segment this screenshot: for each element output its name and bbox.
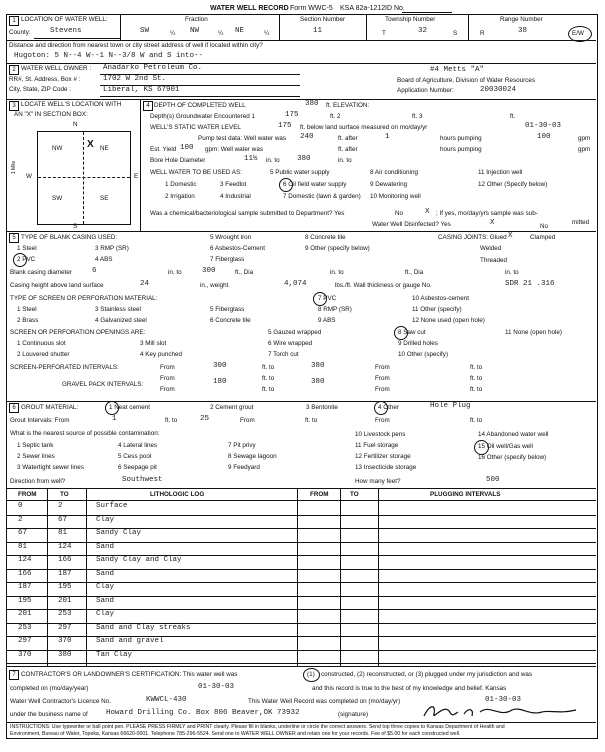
static-value[interactable]: 175 xyxy=(278,122,292,130)
contam-15[interactable]: 15 Oil well/Gas well xyxy=(478,443,533,450)
grid-ne: NE xyxy=(100,145,109,152)
opening-7[interactable]: 7 Torch cut xyxy=(268,351,299,358)
log-row-from[interactable]: 253 xyxy=(18,623,32,632)
grout-4[interactable]: 4 Other xyxy=(378,404,399,411)
disinfected-x[interactable]: X xyxy=(490,219,495,227)
log-head-from-2: FROM xyxy=(310,491,329,498)
log-row-divider xyxy=(6,542,596,543)
log-row-to[interactable]: 67 xyxy=(58,515,68,524)
log-head-to-2: TO xyxy=(350,491,359,498)
screen-1[interactable]: 1 Steel xyxy=(17,306,37,313)
diameter-in-to-3: in. to xyxy=(505,269,519,276)
form-title: WATER WELL RECORD xyxy=(210,5,289,12)
grid-w: W xyxy=(26,173,32,180)
contam-4[interactable]: 4 Lateral lines xyxy=(118,442,158,449)
gpm-unit-2: gpm xyxy=(578,146,591,153)
contam-9[interactable]: 9 Feedyard xyxy=(228,464,260,471)
perf-to-label-2: ft. to xyxy=(470,364,483,371)
gravel-to-label-2: ft. to xyxy=(470,386,483,393)
opening-11[interactable]: 11 None (open hole) xyxy=(505,329,562,336)
log-row-to[interactable]: 166 xyxy=(58,556,72,564)
casing-3[interactable]: 3 RMP (SR) xyxy=(95,245,129,252)
casing-joints-x[interactable]: X xyxy=(508,232,513,240)
bore-to[interactable]: 380 xyxy=(297,155,311,163)
opening-6[interactable]: 6 Wire wrapped xyxy=(268,340,313,347)
weight-label: in., weight xyxy=(200,282,229,289)
log-row-from[interactable]: 67 xyxy=(18,529,28,537)
casing-threaded: Threaded xyxy=(480,257,507,264)
one-mile: 1 Mile xyxy=(11,160,18,175)
opening-1[interactable]: 1 Continuous slot xyxy=(17,340,66,347)
township-s: S xyxy=(453,30,458,37)
fraction-1[interactable]: SW xyxy=(140,27,150,35)
casing-clamped: Clamped xyxy=(530,234,556,241)
feet-value[interactable]: 500 xyxy=(486,476,500,484)
perf-to-label: ft. to xyxy=(262,364,275,371)
grout-intervals-label: Grout Intervals: From xyxy=(10,417,70,424)
screen-7-circle xyxy=(313,292,327,306)
range-r: R xyxy=(480,30,485,37)
opening-8[interactable]: 8 Saw cut xyxy=(398,329,426,336)
well-x-mark: X xyxy=(87,139,94,150)
completed-date[interactable]: 01-30-03 xyxy=(198,683,235,691)
opening-2[interactable]: 2 Louvered shutter xyxy=(17,351,70,358)
log-row-divider xyxy=(6,623,596,624)
pump-gpm[interactable]: 100 xyxy=(537,133,551,141)
screen-2[interactable]: 2 Brass xyxy=(17,317,39,324)
log-row-divider xyxy=(6,650,596,651)
section-1-number: 1 xyxy=(9,16,19,26)
grout-to-label: ft. to xyxy=(165,417,178,424)
fraction-2[interactable]: NW xyxy=(190,27,200,35)
township-label: Township Number xyxy=(385,16,436,23)
bore-label: Bore Hole Diameter xyxy=(150,157,206,164)
direction-from-well[interactable]: Southwest xyxy=(122,476,163,484)
hours-pumping-1: hours pumping xyxy=(440,135,482,142)
log-row-divider xyxy=(6,555,596,556)
cert-text-1b: constructed, (2) reconstructed, or (3) plugged under my jurisdiction and was xyxy=(321,671,533,678)
grout-label: GROUT MATERIAL: xyxy=(21,404,79,411)
log-row-to[interactable]: 187 xyxy=(58,569,72,578)
log-row-description[interactable]: Surface xyxy=(96,502,128,510)
bore-value[interactable]: 11½ xyxy=(244,155,258,163)
log-row-from[interactable]: 195 xyxy=(18,596,32,605)
opening-3[interactable]: 3 Mill slot xyxy=(140,340,167,347)
section-3-number: 3 xyxy=(9,101,19,111)
bact-no: No xyxy=(395,210,404,217)
log-row-description[interactable]: Sand and Clay streaks xyxy=(96,623,191,632)
signature-label: (signature) xyxy=(338,711,369,718)
screen-12[interactable]: 12 None used (open hole) xyxy=(412,317,485,324)
perf-from[interactable]: 300 xyxy=(213,362,227,370)
section-2-number: 2 xyxy=(9,65,19,75)
log-row-divider xyxy=(6,663,596,664)
log-row-to[interactable]: 124 xyxy=(58,542,72,551)
pump-label: Pump test data: Well water was xyxy=(198,135,287,142)
bact-rest: ; If yes, mo/day/yrs sample was sub- xyxy=(436,210,538,217)
diameter-ftdia: ft., Dia xyxy=(235,269,254,276)
casing-welded: Welded xyxy=(480,245,502,252)
log-row-to[interactable]: 297 xyxy=(58,623,72,632)
perf-intervals-label: SCREEN-PERFORATED INTERVALS: xyxy=(10,364,119,371)
perf-to-label-4: ft. to xyxy=(470,375,483,382)
grid-n: N xyxy=(73,121,78,128)
log-head-plugging: PLUGGING INTERVALS xyxy=(430,491,501,498)
contam-1[interactable]: 1 Septic tank xyxy=(17,442,54,449)
bore-in-to: in. to xyxy=(266,157,280,164)
use-8[interactable]: 8 Air conditioning xyxy=(370,169,418,176)
direction-label: Distance and direction from nearest town or city street address of well if located within city? xyxy=(9,42,263,49)
log-head-to: TO xyxy=(60,491,69,498)
height-value[interactable]: 24 xyxy=(140,280,150,288)
use-10[interactable]: 10 Monitoring well xyxy=(370,193,421,200)
disinfected-no: No xyxy=(540,223,549,230)
height-label: Casing height above land surface xyxy=(10,282,104,289)
log-row-from[interactable]: 2 xyxy=(18,515,23,524)
diameter-to[interactable]: 300 xyxy=(202,267,216,275)
screen-4[interactable]: 4 Galvanized steel xyxy=(95,317,147,324)
contam-12[interactable]: 12 Fertilizer storage xyxy=(355,453,411,460)
perf-from-label-4: From xyxy=(375,375,390,382)
use-label: WELL WATER TO BE USED AS: xyxy=(150,169,242,176)
diameter-value[interactable]: 6 xyxy=(92,267,97,275)
casing-7[interactable]: 7 Fiberglass xyxy=(210,256,245,263)
contam-10[interactable]: 10 Livestock pens xyxy=(355,431,406,438)
diameter-in-to: in. to xyxy=(168,269,182,276)
section-number-label: Section Number xyxy=(300,16,346,23)
log-row-divider xyxy=(6,596,596,597)
section-6-number: 6 xyxy=(9,403,19,413)
log-row-to[interactable]: 2 xyxy=(58,502,63,510)
log-row-divider xyxy=(6,515,596,516)
screen-8[interactable]: 8 RMP (SR) xyxy=(318,306,352,313)
log-row-from[interactable]: 124 xyxy=(18,556,32,564)
contam-15-circle xyxy=(474,440,489,455)
use-9[interactable]: 9 Dewatering xyxy=(370,181,408,188)
screen-6[interactable]: 6 Concrete tile xyxy=(210,317,251,324)
quarter-3: ¼ xyxy=(264,30,270,37)
log-row-description[interactable]: Sand xyxy=(96,596,115,605)
bore-and: in. to xyxy=(338,157,352,164)
grout-1[interactable]: 1 Neat cement xyxy=(109,404,150,411)
bact-mitted: mitted xyxy=(572,219,590,226)
range-value[interactable]: 38 xyxy=(518,27,528,35)
contam-13[interactable]: 13 Insecticide storage xyxy=(355,464,417,471)
opening-9[interactable]: 9 Drilled holes xyxy=(398,340,438,347)
gravel-from-label-2: From xyxy=(375,386,390,393)
gw-ft2: ft. 2 xyxy=(330,113,341,120)
log-row-divider xyxy=(6,609,596,610)
quarter-1: ¼ xyxy=(170,30,176,37)
log-row-from[interactable]: 166 xyxy=(18,569,32,578)
opening-5[interactable]: 5 Gauzed wrapped xyxy=(268,329,322,336)
log-head-from: FROM xyxy=(18,491,37,498)
hours-pumping-2: hours pumping xyxy=(440,146,482,153)
log-row-description[interactable]: Clay xyxy=(96,583,115,591)
use-12[interactable]: 12 Other (Specify below) xyxy=(478,181,548,188)
log-row-description[interactable]: Sandy Clay xyxy=(96,529,142,537)
gw-ft: ft. xyxy=(510,113,516,120)
depth-label: DEPTH OF COMPLETED WELL xyxy=(154,102,246,109)
fraction-3[interactable]: NE xyxy=(235,27,245,35)
yield-label: Est. Yield xyxy=(150,146,177,153)
range-label: Range Number xyxy=(500,16,543,23)
elevation-label: ft. ELEVATION: xyxy=(326,102,370,109)
casing-6[interactable]: 6 Asbestos-Cement xyxy=(210,245,265,252)
grout-from-label-3: From xyxy=(375,417,390,424)
screen-3[interactable]: 3 Stainless steel xyxy=(95,306,141,313)
section-number-value[interactable]: 11 xyxy=(313,27,323,35)
app-number[interactable]: 20030024 xyxy=(480,86,517,94)
use-2[interactable]: 2 Irrigation xyxy=(165,193,195,200)
log-row-from[interactable]: 187 xyxy=(18,583,32,591)
casing-2-circle xyxy=(13,253,27,267)
log-row-description[interactable]: Tan Clay xyxy=(96,650,133,659)
groundwater-label: Depth(s) Groundwater Encountered 1 xyxy=(150,113,256,120)
wall-label: lbs./ft. Wall thickness or gauge No. xyxy=(335,282,432,289)
log-row-description[interactable]: Clay xyxy=(96,610,115,618)
log-head-lith: LITHOLOGIC LOG xyxy=(150,491,205,498)
openings-label: SCREEN OR PERFORATION OPENINGS ARE: xyxy=(10,329,146,336)
direction-from-well-label: Direction from well? xyxy=(10,478,66,485)
log-row-to[interactable]: 195 xyxy=(58,583,72,591)
contam-5[interactable]: 5 Cess pool xyxy=(118,453,152,460)
record-date[interactable]: 01-30-03 xyxy=(485,696,522,704)
yield-value[interactable]: 100 xyxy=(180,144,194,152)
casing-2[interactable]: 2 PVC xyxy=(17,256,36,263)
log-row-divider xyxy=(6,528,596,529)
section-grid[interactable] xyxy=(37,131,131,225)
casing-9[interactable]: 9 Other (specify below) xyxy=(305,245,370,252)
use-3[interactable]: 3 Feedlot xyxy=(220,181,247,188)
casing-8[interactable]: 8 Concrete tile xyxy=(305,234,346,241)
pump-after: ft. after xyxy=(338,135,358,142)
grid-sw: SW xyxy=(52,195,63,202)
static-date[interactable]: 01-30-03 xyxy=(525,122,562,130)
range-ew: E/W xyxy=(572,30,584,37)
screen-9[interactable]: 9 ABS xyxy=(318,317,336,324)
grout-2[interactable]: 2 Cement grout xyxy=(210,404,254,411)
perf-to-label-3: ft. to xyxy=(262,375,275,382)
casing-joints-label: CASING JOINTS: Glued xyxy=(438,234,507,241)
log-row-from[interactable]: 0 xyxy=(18,502,23,510)
direction-value[interactable]: Hugoton: 5 N--4 W--1 N--3/8 W and S into-- xyxy=(14,52,204,60)
quarter-2: ¼ xyxy=(218,30,224,37)
log-row-description[interactable]: Sand and gravel xyxy=(96,637,164,645)
grout-from-label-2: From xyxy=(240,417,255,424)
form-number: Form WWC-5 xyxy=(290,5,333,12)
bact-x[interactable]: X xyxy=(425,208,430,216)
groundwater-1[interactable]: 175 xyxy=(285,111,299,119)
owner-name[interactable]: Anadarko Petroleum Co. xyxy=(103,64,203,72)
opening-8-circle xyxy=(394,326,408,340)
contam-6[interactable]: 6 Seepage pit xyxy=(118,464,157,471)
casing-1[interactable]: 1 Steel xyxy=(17,245,37,252)
sdr-value[interactable]: SDR 21 .316 xyxy=(505,280,555,288)
contam-3[interactable]: 3 Watertight sewer lines xyxy=(17,464,84,471)
grout-to[interactable]: 25 xyxy=(200,415,210,423)
use-5[interactable]: 5 Public water supply xyxy=(270,169,330,176)
use-6-circle xyxy=(279,178,293,192)
footer-line-2: Environment, Bureau of Water, Topeka, Kansas 66620-0001. Telephone 785-296-5524. Send one to WATER WELL OWNER and retain one for your records. Fee of $5.00 for each constructed well. xyxy=(10,731,461,737)
contam-14[interactable]: 14 Abandoned water well xyxy=(478,431,549,438)
weight-value[interactable]: 4,074 xyxy=(284,280,307,288)
grout-to-label-3: ft. to xyxy=(470,417,483,424)
yield-after: ft. after xyxy=(338,146,358,153)
perf-from-label-3: From xyxy=(160,375,175,382)
bact-question: Was a chemical/bacteriological sample submitted to Department? Yes xyxy=(150,210,345,217)
county-value[interactable]: Stevens xyxy=(50,27,82,35)
use-4[interactable]: 4 Industrial xyxy=(220,193,251,200)
log-row-from[interactable]: 370 xyxy=(18,650,32,659)
gravel-label: GRAVEL PACK INTERVALS: xyxy=(62,381,144,388)
use-11[interactable]: 11 Injection well xyxy=(478,169,523,176)
contam-8[interactable]: 8 Sewage lagoon xyxy=(228,453,277,460)
log-row-description[interactable]: Sandy Clay and Clay xyxy=(96,556,182,564)
city-label: City, State, ZIP Code : xyxy=(9,86,72,93)
diameter-in-to-2: in. to xyxy=(330,269,344,276)
contam-11[interactable]: 11 Fuel storage xyxy=(355,442,399,449)
owner-address[interactable]: 1702 W 2nd St. xyxy=(103,75,167,83)
pump-ft[interactable]: 240 xyxy=(300,133,314,141)
cert-text-2: and this record is true to the best of my knowledge and belief. Kansas xyxy=(312,685,507,692)
casing-4[interactable]: 4 ABS xyxy=(95,256,113,263)
cert-option-1: (1) xyxy=(307,671,315,678)
owner-label: WATER WELL OWNER : xyxy=(21,65,92,72)
license-no[interactable]: KWWCL-430 xyxy=(146,696,187,704)
log-row-from[interactable]: 81 xyxy=(18,542,28,551)
screen-10[interactable]: 10 Asbestos-cement xyxy=(412,295,470,302)
township-t: T xyxy=(382,30,386,37)
perf-from-label: From xyxy=(160,364,175,371)
log-row-to[interactable]: 370 xyxy=(58,637,72,645)
use-1[interactable]: 1 Domestic xyxy=(165,181,197,188)
grid-e: E xyxy=(134,173,139,180)
section-4-number: 4 xyxy=(143,101,153,111)
pump-hours[interactable]: 1 xyxy=(385,133,390,141)
log-row-from[interactable]: 201 xyxy=(18,610,32,618)
business-name[interactable]: Howard Drilling Co. Box 806 Beaver,OK 73932 xyxy=(106,709,300,717)
grout-from[interactable]: 1 xyxy=(112,415,117,423)
contam-2[interactable]: 2 Sewer lines xyxy=(17,453,55,460)
ksa-ref: KSA 82a-1212 xyxy=(340,5,386,12)
gravel-to-label: ft. to xyxy=(262,386,275,393)
cert-text-3: This Water Well Record was completed on (mo/day/yr) xyxy=(248,698,401,705)
yield-gpm: gpm: Well water was xyxy=(205,146,263,153)
address-label: RR#, St. Address, Box # : xyxy=(9,76,81,83)
county-label: County: xyxy=(9,29,31,36)
owner-city[interactable]: Liberal, KS 67901 xyxy=(103,86,180,94)
perf-to[interactable]: 380 xyxy=(311,362,325,370)
opening-10[interactable]: 10 Other (specify) xyxy=(398,351,449,358)
gravel-to[interactable]: 380 xyxy=(311,378,325,386)
section-7-number: 7 xyxy=(9,670,19,680)
log-row-divider xyxy=(6,636,596,637)
form-frame xyxy=(6,14,598,739)
opening-4[interactable]: 4 Key punched xyxy=(140,351,183,358)
log-row-description[interactable]: Sand xyxy=(96,569,115,578)
grout-other[interactable]: Hole Plug xyxy=(430,402,471,410)
screen-7[interactable]: 7 PVC xyxy=(318,295,337,302)
gravel-from[interactable]: 180 xyxy=(213,378,227,386)
grid-s: S xyxy=(73,223,78,230)
depth-value[interactable]: 380 xyxy=(305,100,319,108)
log-row-to[interactable]: 201 xyxy=(58,596,72,605)
screen-label: TYPE OF SCREEN OR PERFORATION MATERIAL: xyxy=(10,295,158,302)
cert-text-1: CONTRACTOR'S OR LANDOWNER'S CERTIFICATION: This water well was xyxy=(21,671,238,678)
use-7[interactable]: 7 Domestic (lawn & garden) xyxy=(283,193,361,200)
grid-se: SE xyxy=(100,195,109,202)
footer-line-1: INSTRUCTIONS: Use typewriter or ball point pen. PLEASE PRESS FIRMLY and PRINT clearly. Please fill in blanks, underline or circle the correct answers. Send top three copies to Kansas Department of Health and xyxy=(10,724,505,730)
gw-ft3: ft. 3 xyxy=(412,113,423,120)
board-label: Board of Agriculture, Division of Water Resources xyxy=(397,77,536,84)
grout-to-label-2: ft. to xyxy=(305,417,318,424)
screen-5[interactable]: 5 Fiberglass xyxy=(210,306,245,313)
contam-7[interactable]: 7 Pit privy xyxy=(228,442,256,449)
diameter-ftdia-2: ft., Dia xyxy=(405,269,424,276)
contam-16[interactable]: 16 Other (specify below) xyxy=(478,454,547,461)
use-6[interactable]: 6 Oil field water supply xyxy=(283,181,347,188)
log-row-to[interactable]: 380 xyxy=(58,650,72,659)
log-row-description[interactable]: Clay xyxy=(96,515,115,524)
well-name[interactable]: #4 Metts "A" xyxy=(430,66,485,74)
log-row-divider xyxy=(6,582,596,583)
app-number-label: Application Number: xyxy=(397,87,454,94)
screen-11[interactable]: 11 Other (specify) xyxy=(412,306,462,313)
perf-from-label-2: From xyxy=(375,364,390,371)
grout-3[interactable]: 3 Bentonite xyxy=(306,404,338,411)
gpm-unit-1: gpm xyxy=(578,135,591,142)
log-row-from[interactable]: 297 xyxy=(18,637,32,645)
s1-label: LOCATION OF WATER WELL: xyxy=(21,16,108,23)
disinfected-label: Water Well Disinfected? Yes xyxy=(372,221,451,228)
log-row-description[interactable]: Sand xyxy=(96,542,115,551)
id-no-label: ID No. xyxy=(385,5,405,12)
signature-image xyxy=(420,700,590,722)
static-rest: ft. below land surface measured on mo/day/yr xyxy=(300,124,428,131)
locate-label: LOCATE WELL'S LOCATION WITH xyxy=(21,101,122,108)
fraction-label: Fraction xyxy=(185,16,208,23)
log-row-to[interactable]: 81 xyxy=(58,529,68,537)
diameter-label: Blank casing diameter xyxy=(10,269,72,276)
static-label: WELL'S STATIC WATER LEVEL xyxy=(150,124,241,131)
locate-label-2: AN "X" IN SECTION BOX: xyxy=(14,111,88,118)
gravel-from-label: From xyxy=(160,386,175,393)
license-label: Water Well Contractor's Licence No. xyxy=(10,698,111,705)
section-5-number: 5 xyxy=(9,233,19,243)
feet-label: How many feet? xyxy=(355,478,401,485)
casing-5[interactable]: 5 Wrought iron xyxy=(210,234,252,241)
casing-label: TYPE OF BLANK CASING USED: xyxy=(21,234,118,241)
business-label: under the business name of xyxy=(10,711,88,718)
grout-1-circle xyxy=(105,401,119,415)
completed-label: completed on (mo/day/year) xyxy=(10,685,89,692)
contam-question: What is the nearest source of possible contamination: xyxy=(10,430,160,437)
grout-4-circle xyxy=(374,401,388,415)
township-value[interactable]: 32 xyxy=(418,27,428,35)
cert-option-1-circle xyxy=(303,668,320,682)
log-row-divider xyxy=(6,569,596,570)
grid-nw: NW xyxy=(52,145,63,152)
log-row-to[interactable]: 253 xyxy=(58,610,72,618)
